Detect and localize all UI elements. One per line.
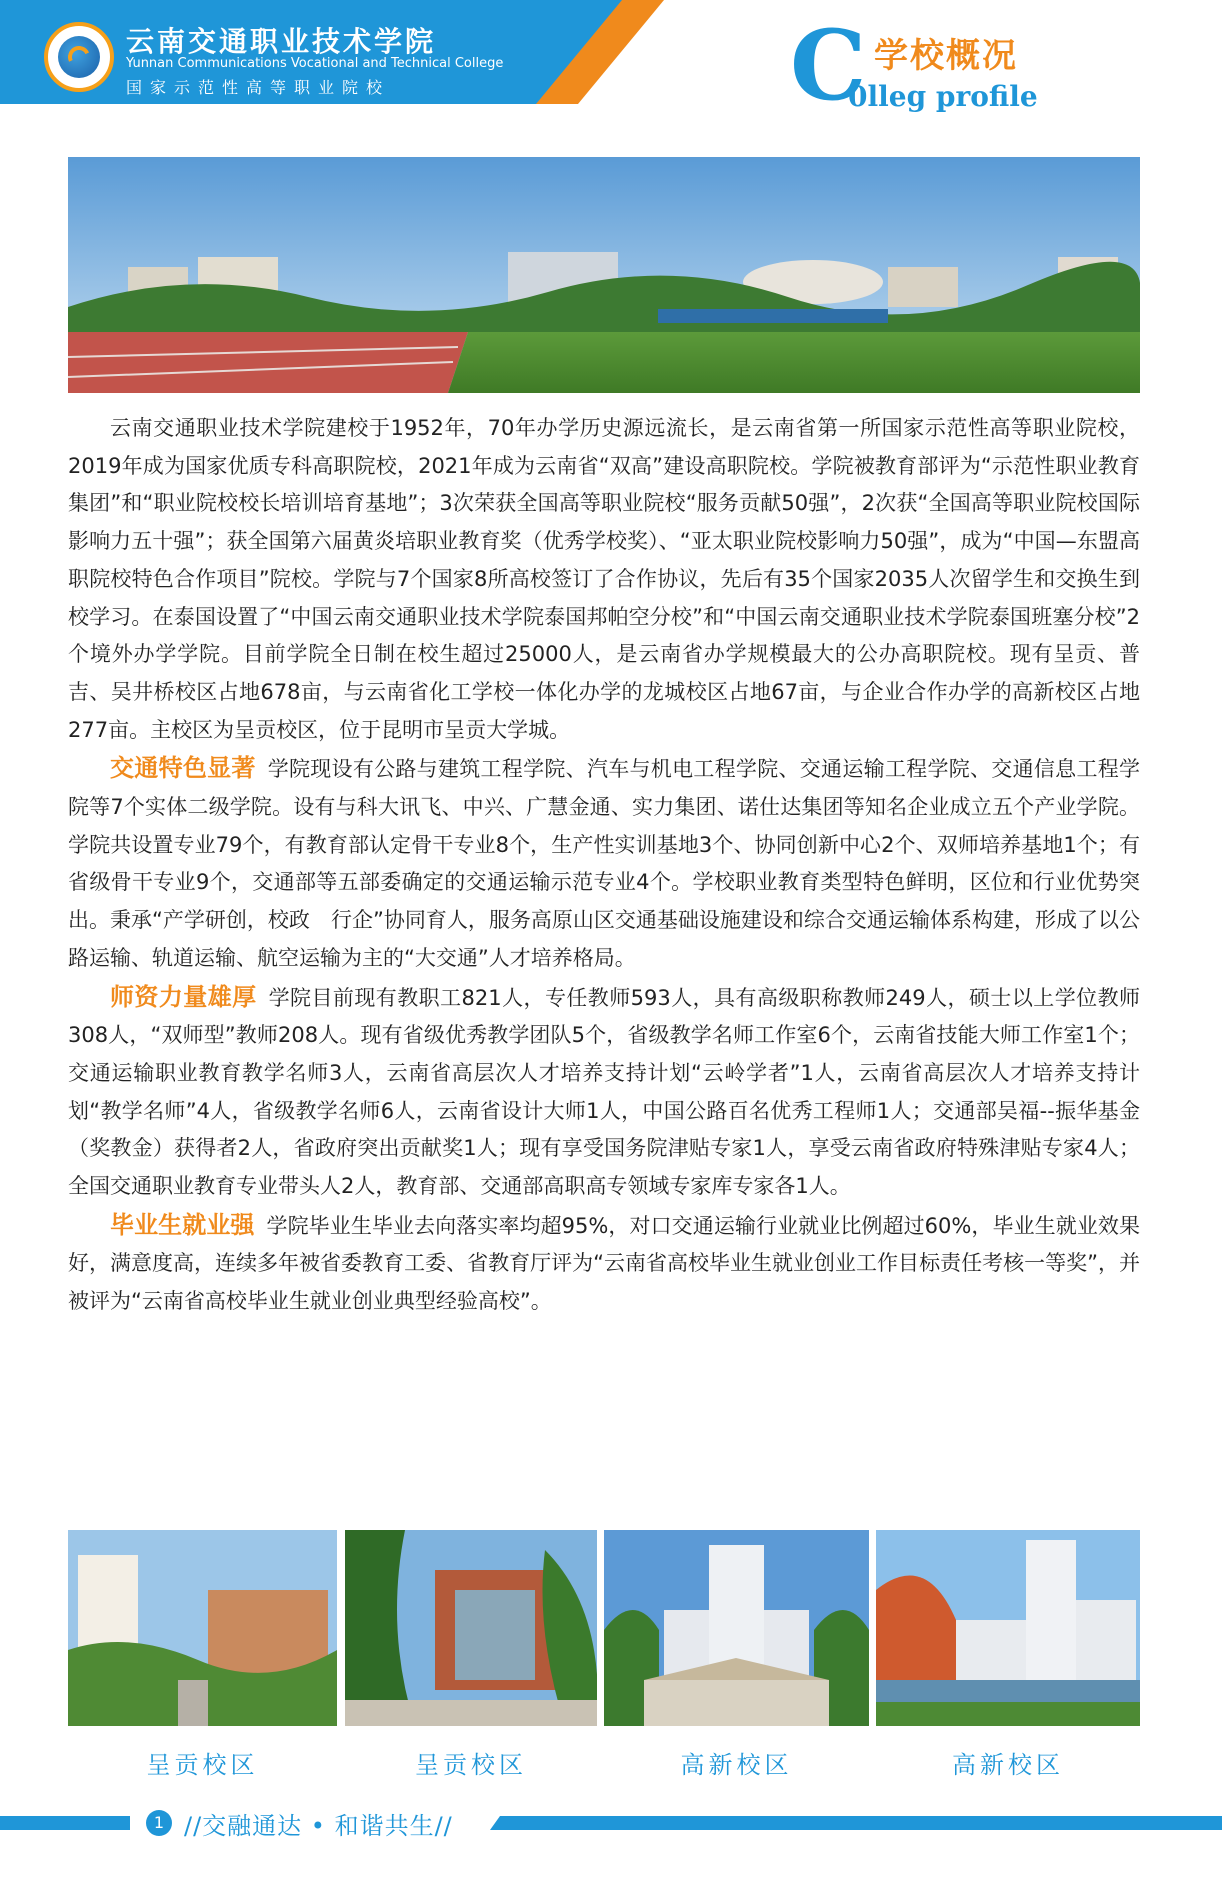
section-employment-paragraph bbox=[68, 1206, 1140, 1321]
section-text: 学院现设有公路与建筑工程学院、汽车与机电工程学院、交通运输工程学院、交通信息工程学院等7个实体二级学院。设有与科大讯飞、中兴、广慧金通、实力集团、诺仕达集团等知名企业成立五个产业学院。学院共设置专业79个，有教育部认定骨干专业8个，生产性实训基地3个、协同创新中心2个、双师培养基地1个；有省级骨干专业9个，交通部等五部委确定的交通运输示范专业4个。学校职业教育类型特色鲜明，区位和行业优势突出。秉承“产学研创，校政 行企”协同育人，服务高原山区交通基础设施建设和综合交通运输体系构建，形成了以公路运输、轨道运输、航空运输为主的“大交通”人才培养格局。 bbox=[68, 757, 1141, 970]
section-heading: 毕业生就业强 bbox=[110, 1209, 255, 1239]
school-name-cn: 云南交通职业技术学院 bbox=[126, 25, 437, 58]
section-heading: 交通特色显著 bbox=[110, 753, 256, 783]
campus-photo-4 bbox=[876, 1530, 1140, 1726]
photo-caption: 高新校区 bbox=[952, 1751, 1064, 1779]
intro-paragraph: 云南交通职业技术学院建校于1952年，70年办学历史源远流长，是云南省第一所国家示范性高等职业院校，2019年成为国家优质专科高职院校，2021年成为云南省“双高”建设高职院校。学院被教育部评为“示范性职业教育集团”和“职业院校校长培训培育基地”；3次荣获全国高等职业院校“服务贡献50强”，2次获“全国高等职业院校国际影响力五十强”；获全国第六届黄炎培职业教育奖（优秀学校奖）、“亚太职业院校影响力50强”，成为“中国—东盟高职院校特色合作项目”院校。学院与7个国家8所高校签订了合作协议，先后有35个国家2035人次留学生和交换生到校学习。在泰国设置了“中国云南交通职业技术学院泰国邦帕空分校”和“中国云南交通职业技术学院泰国班塞分校”2个境外办学学院。目前学院全日制在校生超过25000人，是云南省办学规模最大的公办高职院校。现有呈贡、普吉、吴井桥校区占地678亩，与云南省化工学校一体化办学的龙城校区占地67亩，与企业合作办学的高新校区占地277亩。主校区为呈贡校区，位于昆明市呈贡大学城。 bbox=[68, 416, 1140, 742]
photo-caption: 高新校区 bbox=[680, 1751, 793, 1779]
college-logo bbox=[44, 22, 114, 92]
section-text: 学院目前现有教职工821人，专任教师593人，具有高级职称教师249人，硕士以上学位教师308人，“双师型”教师208人。现有省级优秀教学团队5个，省级教学名师工作室6个，云南省技能大师工作室1个；交通运输职业教育教学名师3人，云南省高层次人才培养支持计划“云岭学者”1人，云南省高层次人才培养支持计划“教学名师”4人，省级教学名师6人，云南省设计大师1人，中国公路百名优秀工程师1人；交通部吴福--振华基金（奖教金）获得者2人，省政府突出贡献奖1人；现有享受国务院津贴专家1人，享受云南省政府特殊津贴专家4人；全国交通职业教育专业带头人2人，教育部、交通部高职高专领域专家库专家各1人。 bbox=[68, 985, 1141, 1199]
section-title-cn: 学校概况 bbox=[874, 36, 1018, 76]
campus-panorama-photo bbox=[68, 157, 1140, 393]
section-letter: C bbox=[790, 9, 867, 122]
footer-motto: //交融通达 • 和谐共生// bbox=[184, 1812, 453, 1840]
photo-caption: 呈贡校区 bbox=[415, 1751, 527, 1779]
page-number: 1 bbox=[146, 1810, 172, 1836]
photo-caption: 呈贡校区 bbox=[146, 1751, 259, 1779]
school-subtitle: 国家示范性高等职业院校 bbox=[126, 78, 391, 97]
school-name-en: Yunnan Communications Vocational and Technical College bbox=[126, 56, 504, 71]
section-faculty-paragraph bbox=[68, 978, 1140, 1206]
campus-photo-1 bbox=[68, 1530, 337, 1726]
section-transport-paragraph bbox=[68, 749, 1140, 977]
section-text: 学院毕业生毕业去向落实率均超95%，对口交通运输行业就业比例超过60%，毕业生就业效果好，满意度高，连续多年被省委教育工委、省教育厅评为“云南省高校毕业生就业创业工作目标责任考核一等奖”，并被评为“云南省高校毕业生就业创业典型经验高校”。 bbox=[68, 1213, 1140, 1314]
campus-photo-2 bbox=[345, 1530, 597, 1726]
section-heading: 师资力量雄厚 bbox=[110, 981, 257, 1011]
section-title-en: 0lleg profile bbox=[848, 80, 1038, 113]
body-text bbox=[68, 410, 1140, 1321]
campus-photo-3 bbox=[604, 1530, 869, 1726]
